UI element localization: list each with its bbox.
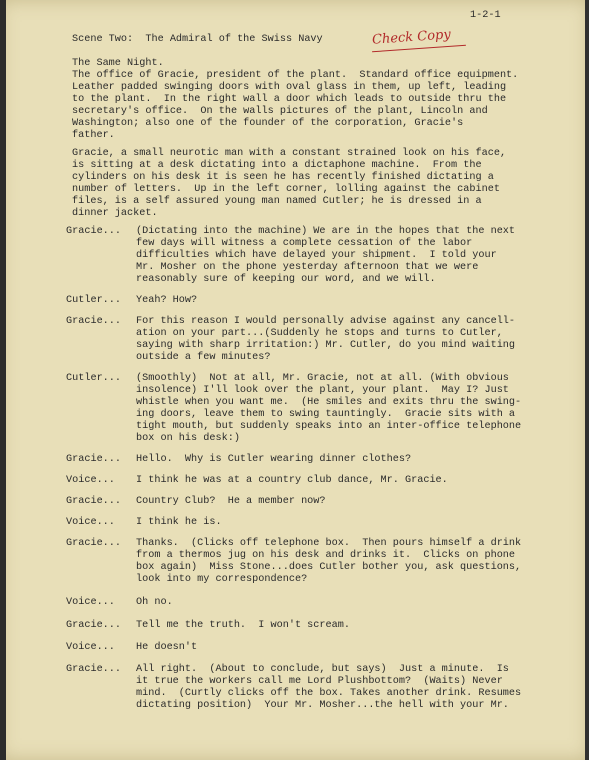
dialogue-line: Oh no. [136,597,173,608]
setting-line: Leather padded swinging doors with oval glass in them, up left, leading [72,82,507,93]
setting-line: The office of Gracie, president of the plant. Standard office equipment. [72,70,519,81]
dialogue-line: box on his desk:) [136,433,240,444]
dialogue-line: He doesn't [136,642,198,653]
right-scan-edge [585,0,589,760]
dialogue-speaker: Voice... [66,597,115,608]
dialogue-speaker: Voice... [66,475,115,486]
setting-line: secretary's office. On the walls pictures of the plant, Lincoln and [72,106,488,117]
setting-line: father. [72,130,115,141]
dialogue-line: Mr. Mosher on the phone yesterday afternoon that we were [136,262,479,273]
dialogue-line: saying with sharp irritation:) Mr. Cutler, do you mind waiting [136,340,516,351]
description-line: cylinders on his desk it is seen he has recently finished dictating a [72,172,494,183]
description-line: is sitting at a desk dictating into a dictaphone machine. From the [72,160,482,171]
dialogue-line: I think he was at a country club dance, Mr. Gracie. [136,475,448,486]
dialogue-line: All right. (About to conclude, but says) Just a minute. Is [136,664,509,675]
dialogue-line: tight mouth, but suddenly speaks into an inter-office telephone [136,421,522,432]
dialogue-line: reasonably sure of keeping our word, and we will. [136,274,436,285]
dialogue-line: box again) Miss Stone...does Cutler bother you, ask questions, [136,562,522,573]
dialogue-speaker: Voice... [66,642,115,653]
dialogue-line: insolence) I'll look over the plant, your plant. May I? Just [136,385,509,396]
dialogue-speaker: Cutler... [66,295,122,306]
dialogue-speaker: Gracie... [66,226,122,237]
dialogue-speaker: Gracie... [66,454,122,465]
dialogue-speaker: Gracie... [66,316,122,327]
description-line: Gracie, a small neurotic man with a constant strained look on his face, [72,148,507,159]
dialogue-speaker: Gracie... [66,664,122,675]
dialogue-line: ing doors, leave them to swing tauntingly. Gracie sits with a [136,409,516,420]
dialogue-line: it true the workers call me Lord Plushbottom? (Waits) Never [136,676,503,687]
dialogue-line: whistle when you want me. (He smiles and exits thru the swing- [136,397,522,408]
setting-line: The Same Night. [72,58,164,69]
dialogue-line: Tell me the truth. I won't scream. [136,620,350,631]
dialogue-line: from a thermos jug on his desk and drinks it. Clicks on phone [136,550,516,561]
dialogue-line: Country Club? He a member now? [136,496,326,507]
dialogue-line: Yeah? How? [136,295,198,306]
left-scan-edge [0,0,6,760]
setting-line: Washington; also one of the founder of the corporation, Gracie's [72,118,464,129]
dialogue-line: (Dictating into the machine) We are in the hopes that the next [136,226,516,237]
dialogue-line: difficulties which have delayed your shipment. I told your [136,250,497,261]
scene-heading: Scene Two: The Admiral of the Swiss Navy [72,34,323,45]
dialogue-line: dictating position) Your Mr. Mosher...the hell with your Mr. [136,700,509,711]
dialogue-speaker: Gracie... [66,538,122,549]
dialogue-line: (Smoothly) Not at all, Mr. Gracie, not at all. (With obvious [136,373,509,384]
dialogue-line: Thanks. (Clicks off telephone box. Then pours himself a drink [136,538,522,549]
description-line: files, is a self assured young man named Cutler; he is dressed in a [72,196,482,207]
description-line: number of letters. Up in the left corner, lolling against the cabinet [72,184,500,195]
handwritten-note: Check Copy [371,27,452,48]
dialogue-speaker: Gracie... [66,620,122,631]
dialogue-line: mind. (Curtly clicks off the box. Takes another drink. Resumes [136,688,522,699]
dialogue-line: Hello. Why is Cutler wearing dinner clothes? [136,454,412,465]
dialogue-line: I think he is. [136,517,222,528]
dialogue-line: outside a few minutes? [136,352,271,363]
dialogue-speaker: Cutler... [66,373,122,384]
description-line: dinner jacket. [72,208,158,219]
dialogue-line: few days will witness a complete cessation of the labor [136,238,473,249]
dialogue-speaker: Voice... [66,517,115,528]
dialogue-line: ation on your part...(Suddenly he stops and turns to Cutler, [136,328,503,339]
setting-line: to the plant. In the right wall a door which leads to outside thru the [72,94,507,105]
page-number: 1-2-1 [470,10,501,21]
dialogue-line: look into my correspondence? [136,574,308,585]
dialogue-line: For this reason I would personally advise against any cancell- [136,316,516,327]
dialogue-speaker: Gracie... [66,496,122,507]
